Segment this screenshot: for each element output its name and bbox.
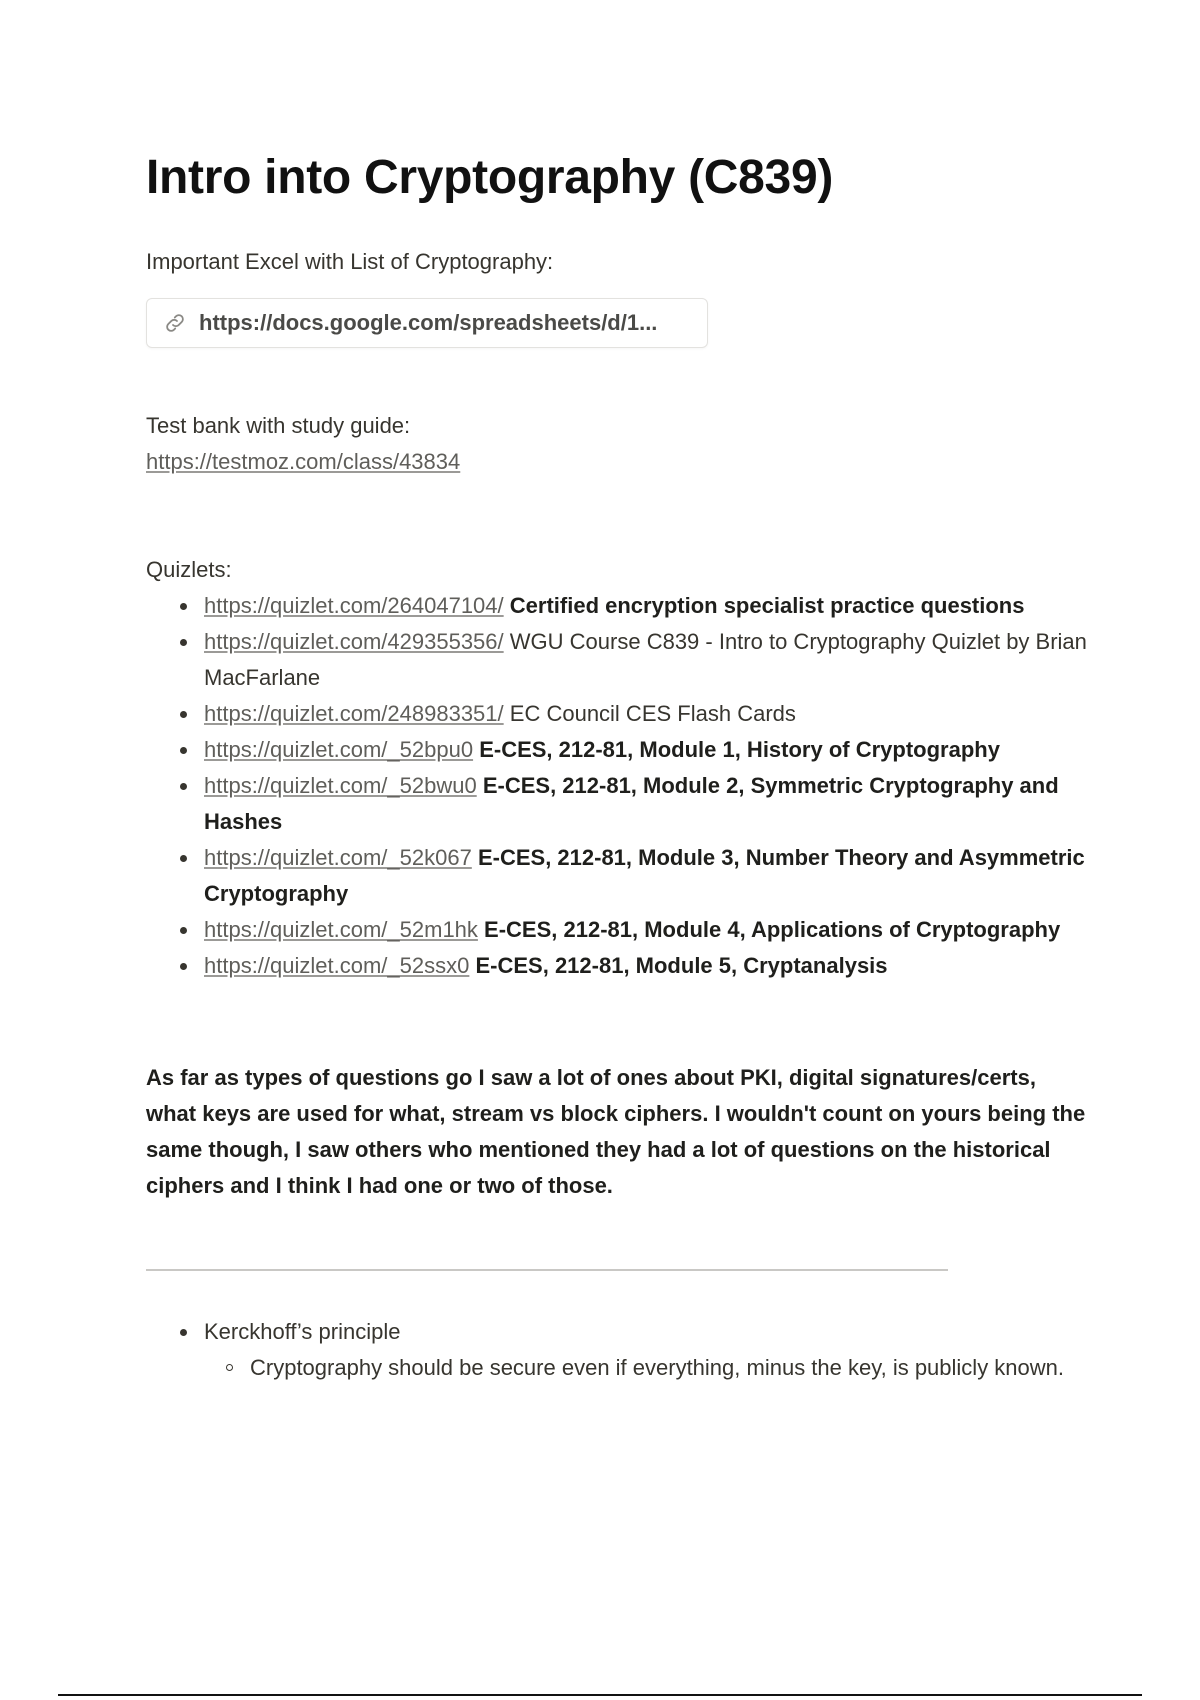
- list-item: [146, 948, 1096, 984]
- quizlet-description: E-CES, 212-81, Module 3, Number Theory and Asymmetric Cryptography: [204, 845, 1085, 906]
- quizlet-description: E-CES, 212-81, Module 5, Cryptanalysis: [475, 953, 888, 978]
- page-bottom-rule: [58, 1694, 1142, 1696]
- quizlet-link[interactable]: https://quizlet.com/_52k067: [204, 845, 472, 870]
- quizlet-description: E-CES, 212-81, Module 4, Applications of Cryptography: [484, 917, 1061, 942]
- list-item: [146, 840, 1096, 912]
- spreadsheet-link-card[interactable]: [146, 298, 708, 348]
- list-item: [146, 768, 1096, 840]
- spreadsheet-link-text: https://docs.google.com/spreadsheets/d/1...: [199, 310, 658, 335]
- quizlet-description: E-CES, 212-81, Module 1, History of Cryptography: [479, 737, 1000, 762]
- page-title: Intro into Cryptography (C839): [146, 151, 834, 204]
- hollow-bullet-icon: [226, 1364, 233, 1371]
- exam-notes-paragraph: As far as types of questions go I saw a lot of ones about PKI, digital signatures/certs, what keys are used for what, stream vs block ciphers. I wouldn't count on yours being the same though, I saw others who mentioned they had a lot of questions on the historical ciphers and I think I had one or two of those.: [146, 1065, 1086, 1198]
- quizlet-link[interactable]: https://quizlet.com/_52m1hk: [204, 917, 478, 942]
- quizlet-description: E-CES, 212-81, Module 2, Symmetric Cryptography and Hashes: [204, 773, 1059, 834]
- quizlet-description: WGU Course C839 - Intro to Cryptography Quizlet by Brian MacFarlane: [204, 629, 1087, 690]
- kerckhoff-title: Kerckhoff’s principle: [204, 1319, 401, 1344]
- list-item: [146, 624, 1096, 696]
- quizlet-list: [146, 588, 1096, 984]
- quizlet-link[interactable]: https://quizlet.com/_52bwu0: [204, 773, 477, 798]
- kerckhoff-detail: Cryptography should be secure even if everything, minus the key, is publicly known.: [250, 1355, 1065, 1380]
- quizlet-description: EC Council CES Flash Cards: [509, 701, 796, 726]
- quizlet-link[interactable]: https://quizlet.com/264047104/: [204, 593, 504, 618]
- quizlet-link[interactable]: https://quizlet.com/_52ssx0: [204, 953, 470, 978]
- quizlet-link[interactable]: https://quizlet.com/248983351/: [204, 701, 504, 726]
- link-icon: [163, 311, 187, 335]
- list-item: [146, 732, 1096, 768]
- quizlets-label: Quizlets:: [146, 557, 232, 582]
- excel-label: Important Excel with List of Cryptography:: [146, 249, 554, 274]
- quizlet-link[interactable]: https://quizlet.com/_52bpu0: [204, 737, 474, 762]
- quizlet-link[interactable]: https://quizlet.com/429355356/: [204, 629, 504, 654]
- list-item: [146, 588, 1096, 624]
- bullet-icon: [180, 1329, 187, 1336]
- list-item: [146, 696, 1096, 732]
- test-bank-link[interactable]: https://testmoz.com/class/43834: [146, 449, 461, 474]
- quizlet-description: Certified encryption specialist practice questions: [509, 593, 1025, 618]
- test-bank-section: [146, 408, 460, 480]
- test-bank-label: Test bank with study guide:: [146, 413, 411, 438]
- divider: [146, 1269, 948, 1271]
- list-item: [146, 912, 1096, 948]
